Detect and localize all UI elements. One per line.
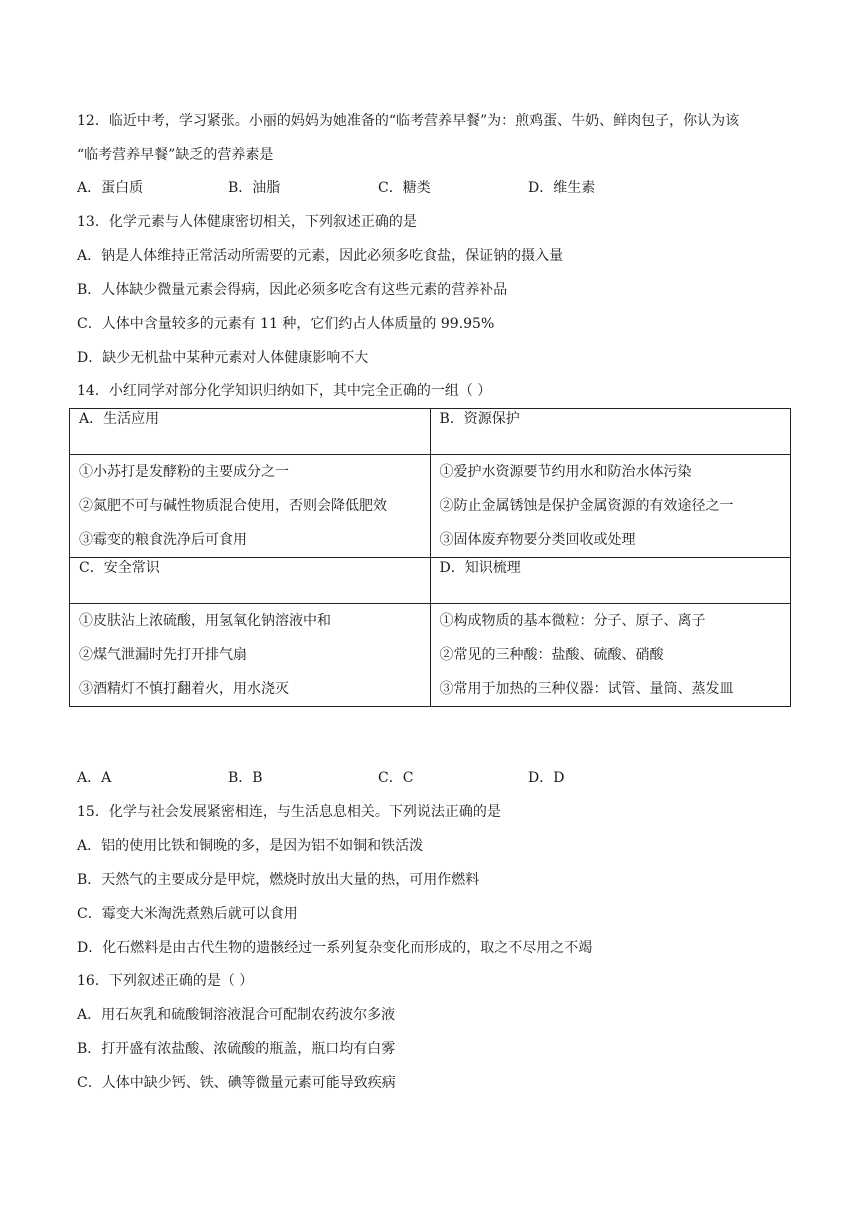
table-row [70, 409, 791, 455]
q12-option-b: B．油脂 [228, 180, 281, 196]
q16-option-b: B．打开盛有浓盐酸、浓硫酸的瓶盖，瓶口均有白雾 [77, 1041, 396, 1057]
q15-option-b: B．天然气的主要成分是甲烷，燃烧时放出大量的热，可用作燃料 [77, 872, 480, 888]
q13-stem: 13．化学元素与人体健康密切相关，下列叙述正确的是 [77, 214, 417, 230]
q12-stem-line2: “临考营养早餐”缺乏的营养素是 [77, 147, 274, 163]
list-item: ②氮肥不可与碱性物质混合使用，否则会降低肥效 [79, 498, 387, 514]
q14-option-a: A．A [77, 770, 112, 786]
list-item: ②常见的三种酸：盐酸、硫酸、硝酸 [439, 647, 664, 663]
cell-c-items [70, 604, 431, 707]
q13-option-b: B．人体缺少微量元素会得病，因此必须多吃含有这些元素的营养补品 [77, 282, 508, 298]
list-item: ①构成物质的基本微粒：分子、原子、离子 [439, 613, 706, 629]
cell-a-items [70, 455, 431, 558]
list-item: ①爱护水资源要节约用水和防治水体污染 [439, 464, 692, 480]
list-item: ②防止金属锈蚀是保护金属资源的有效途径之一 [439, 498, 734, 514]
table-row [70, 558, 791, 604]
q15-option-a: A．铝的使用比铁和铜晚的多，是因为铝不如铜和铁活泼 [77, 838, 424, 854]
q16-option-c: C．人体中缺少钙、铁、碘等微量元素可能导致疾病 [77, 1075, 396, 1091]
cell-b-title: B．资源保护 [430, 409, 791, 455]
q12-option-c: C．糖类 [378, 180, 431, 196]
q13-option-a: A．钠是人体维持正常活动所需要的元素，因此必须多吃食盐，保证钠的摄入量 [77, 248, 564, 264]
cell-c-title: C．安全常识 [70, 558, 431, 604]
list-item: ③霉变的粮食洗净后可食用 [79, 532, 247, 548]
q16-option-a: A．用石灰乳和硫酸铜溶液混合可配制农药波尔多液 [77, 1007, 396, 1023]
q14-option-d: D．D [528, 770, 565, 786]
table-row [70, 604, 791, 707]
list-item: ①皮肤沾上浓硫酸，用氢氧化钠溶液中和 [79, 613, 331, 629]
q14-option-c: C．C [378, 770, 414, 786]
cell-b-items [430, 455, 791, 558]
q14-stem: 14．小红同学对部分化学知识归纳如下，其中完全正确的一组（ ） [77, 383, 492, 399]
q13-option-d: D．缺少无机盐中某种元素对人体健康影响不大 [77, 350, 369, 366]
cell-d-items [430, 604, 791, 707]
q15-option-c: C．霉变大米淘洗煮熟后就可以食用 [77, 906, 298, 922]
q12-stem-line1: 12．临近中考，学习紧张。小丽的妈妈为她准备的“临考营养早餐”为：煎鸡蛋、牛奶、鲜肉包子，你认为该 [77, 113, 740, 129]
cell-a-title: A．生活应用 [70, 409, 431, 455]
list-item: ③酒精灯不慎打翻着火，用水浇灭 [79, 681, 289, 697]
q12-option-d: D．维生素 [528, 180, 596, 196]
q14-knowledge-table [69, 408, 791, 707]
q12-options [77, 178, 777, 198]
q12-option-a: A．蛋白质 [77, 180, 144, 196]
list-item: ③固体废弃物要分类回收或处理 [439, 532, 636, 548]
q15-stem: 15．化学与社会发展紧密相连，与生活息息相关。下列说法正确的是 [77, 804, 501, 820]
list-item: ③常用于加热的三种仪器：试管、量筒、蒸发皿 [439, 681, 734, 697]
list-item: ①小苏打是发酵粉的主要成分之一 [79, 464, 289, 480]
cell-d-title: D．知识梳理 [430, 558, 791, 604]
q16-stem: 16．下列叙述正确的是（ ） [77, 973, 254, 989]
q14-options [77, 768, 777, 788]
q15-option-d: D．化石燃料是由古代生物的遗骸经过一系列复杂变化而形成的，取之不尽用之不竭 [77, 940, 593, 956]
list-item: ②煤气泄漏时先打开排气扇 [79, 647, 247, 663]
q14-option-b: B．B [228, 770, 263, 786]
q13-option-c: C．人体中含量较多的元素有 11 种，它们约占人体质量的 99.95% [77, 316, 495, 332]
table-row [70, 455, 791, 558]
